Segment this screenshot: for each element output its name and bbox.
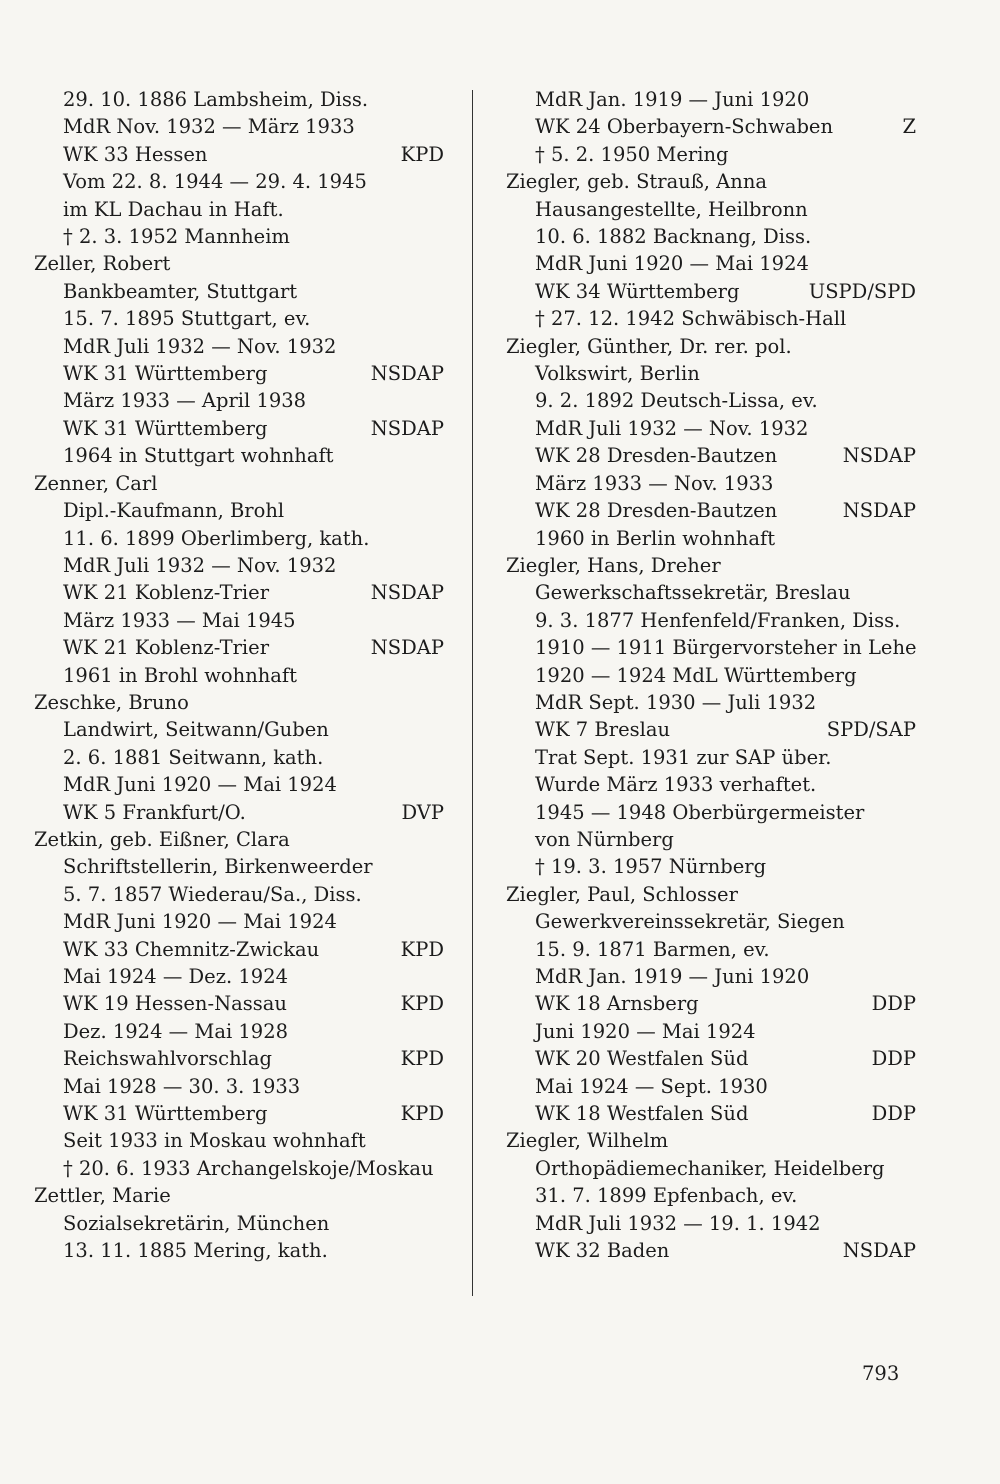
entry-line — [506, 990, 916, 1017]
entry-line — [506, 607, 916, 634]
entry-line — [506, 799, 916, 826]
entry-line-text: WK 18 Arnsberg — [535, 992, 699, 1016]
biography-entry — [34, 470, 444, 689]
party-label: KPD — [400, 1102, 444, 1126]
party-label: NSDAP — [370, 416, 444, 440]
entry-line — [506, 936, 916, 963]
party-label: KPD — [400, 142, 444, 166]
entry-line-text: MdR Sept. 1930 — Juli 1932 — [535, 690, 817, 714]
entry-line-text: MdR Nov. 1932 — März 1933 — [63, 115, 355, 139]
entry-line — [506, 716, 916, 743]
party-label: USPD/SPD — [808, 279, 916, 303]
entry-line — [34, 360, 444, 387]
entry-line — [34, 963, 444, 990]
entry-line — [34, 525, 444, 552]
entry-line — [34, 662, 444, 689]
entry-line-text: 2. 6. 1881 Seitwann, kath. — [63, 745, 324, 769]
entry-line-text: Juni 1920 — Mai 1924 — [535, 1019, 756, 1043]
left-column — [34, 86, 444, 1264]
entry-line — [506, 387, 916, 414]
entry-line-text: WK 24 Oberbayern-Schwaben — [535, 115, 834, 139]
entry-line — [34, 799, 444, 826]
biography-entry — [506, 1127, 916, 1264]
entry-line-text: 1910 — 1911 Bürgervorsteher in Lehe — [535, 636, 917, 660]
entry-line-text: 9. 2. 1892 Deutsch-Lissa, ev. — [535, 389, 818, 413]
entry-line-text: Orthopädiemechaniker, Heidelberg — [535, 1156, 885, 1180]
entry-line — [34, 278, 444, 305]
entry-line — [34, 168, 444, 195]
entry-line — [34, 634, 444, 661]
entry-line-text: 15. 9. 1871 Barmen, ev. — [535, 937, 770, 961]
entry-line-text: Reichswahlvorschlag — [63, 1047, 272, 1071]
entry-line-text: MdR Jan. 1919 — Juni 1920 — [535, 88, 810, 111]
entry-line-text: WK 28 Dresden-Bautzen — [535, 499, 778, 523]
entry-line-text: WK 31 Württemberg — [63, 362, 268, 386]
entry-line-text: MdR Juni 1920 — Mai 1924 — [63, 773, 337, 797]
entry-line-text: 9. 3. 1877 Henfenfeld/Franken, Diss. — [535, 608, 901, 632]
entry-line — [34, 196, 444, 223]
entry-name: Zetkin, geb. Eißner, Clara — [34, 827, 290, 851]
entry-line-text: 5. 7. 1857 Wiederau/Sa., Diss. — [63, 882, 362, 906]
entry-line — [34, 552, 444, 579]
entry-line-text: Gewerkschaftssekretär, Breslau — [535, 581, 851, 605]
entry-line-text: 31. 7. 1899 Epfenbach, ev. — [535, 1184, 798, 1208]
party-label: NSDAP — [370, 636, 444, 660]
entry-line-text: WK 34 Württemberg — [535, 279, 740, 303]
entry-line — [506, 853, 916, 880]
entry-line — [506, 113, 916, 140]
entry-line-text: März 1933 — Mai 1945 — [63, 608, 296, 632]
entry-line-text: WK 21 Koblenz-Trier — [63, 581, 270, 605]
party-label: NSDAP — [842, 499, 916, 523]
entry-line — [506, 689, 916, 716]
entry-line — [34, 1237, 444, 1264]
party-label: Z — [902, 115, 916, 139]
party-label: DDP — [871, 1047, 916, 1071]
entry-line — [506, 579, 916, 606]
entry-line — [506, 744, 916, 771]
entry-line — [34, 415, 444, 442]
entry-line — [34, 607, 444, 634]
entry-line — [34, 86, 444, 113]
party-label: KPD — [400, 992, 444, 1016]
entry-line-text: MdR Juni 1920 — Mai 1924 — [535, 252, 809, 276]
entry-line-text: MdR Juli 1932 — Nov. 1932 — [535, 416, 809, 440]
entry-line — [506, 1237, 916, 1264]
entry-line — [506, 963, 916, 990]
entry-line — [34, 497, 444, 524]
entry-line — [506, 415, 916, 442]
party-label: SPD/SAP — [826, 718, 916, 742]
right-column — [506, 86, 916, 1264]
party-label: NSDAP — [370, 581, 444, 605]
party-label: KPD — [400, 1047, 444, 1071]
entry-line — [34, 1100, 444, 1127]
entry-line — [34, 387, 444, 414]
biography-entry — [506, 552, 916, 881]
entry-line-text: WK 20 Westfalen Süd — [535, 1047, 749, 1071]
entry-line — [506, 470, 916, 497]
entry-line — [506, 634, 916, 661]
party-label: DVP — [401, 800, 444, 824]
entry-line — [34, 853, 444, 880]
entry-line-text: Gewerkvereinssekretär, Siegen — [535, 910, 845, 934]
entry-line-text: 15. 7. 1895 Stuttgart, ev. — [63, 307, 311, 331]
page-number: 793 — [862, 1362, 900, 1385]
entry-name: Zenner, Carl — [34, 471, 158, 495]
entry-line — [34, 744, 444, 771]
entry-line — [506, 1155, 916, 1182]
entry-line-text: 1961 in Brohl wohnhaft — [63, 663, 297, 687]
entry-line-text: WK 28 Dresden-Bautzen — [535, 444, 778, 468]
party-label: NSDAP — [370, 362, 444, 386]
entry-name: Zettler, Marie — [34, 1184, 171, 1208]
entry-line-text: MdR Juli 1932 — 19. 1. 1942 — [535, 1211, 821, 1235]
entry-name: Zeschke, Bruno — [34, 690, 189, 714]
entry-line — [34, 305, 444, 332]
entry-line — [34, 936, 444, 963]
entry-line — [34, 908, 444, 935]
entry-line-text: 1960 in Berlin wohnhaft — [535, 526, 776, 550]
entry-line-text: WK 7 Breslau — [535, 718, 671, 742]
entry-line — [34, 716, 444, 743]
entry-line-text: Dez. 1924 — Mai 1928 — [63, 1019, 289, 1043]
entry-line-text: Mai 1924 — Sept. 1930 — [535, 1074, 768, 1098]
entry-line-text: Sozialsekretärin, München — [63, 1211, 330, 1235]
biography-entry — [34, 86, 444, 250]
entry-line — [506, 86, 916, 113]
entry-line-text: 11. 6. 1899 Oberlimberg, kath. — [63, 526, 370, 550]
entry-line — [506, 223, 916, 250]
entry-line-text: Bankbeamter, Stuttgart — [63, 279, 298, 303]
entry-line — [506, 360, 916, 387]
entry-line — [506, 662, 916, 689]
entry-line — [506, 141, 916, 168]
entry-line — [506, 278, 916, 305]
entry-line — [34, 579, 444, 606]
entry-line-text: MdR Juli 1932 — Nov. 1932 — [63, 553, 337, 577]
entry-line — [34, 990, 444, 1017]
biography-entry — [506, 168, 916, 332]
entry-line — [506, 771, 916, 798]
entry-line-text: Dipl.-Kaufmann, Brohl — [63, 499, 285, 523]
entry-line-text: MdR Juli 1932 — Nov. 1932 — [63, 334, 337, 358]
party-label: DDP — [871, 992, 916, 1016]
entry-line — [506, 1045, 916, 1072]
biography-entry — [506, 881, 916, 1128]
entry-line-text: Vom 22. 8. 1944 — 29. 4. 1945 — [63, 170, 367, 194]
entry-line-text: Hausangestellte, Heilbronn — [535, 197, 808, 221]
entry-line — [34, 1127, 444, 1154]
entry-line-text: WK 19 Hessen-Nassau — [63, 992, 287, 1016]
entry-line — [34, 1073, 444, 1100]
entry-line — [506, 1073, 916, 1100]
entry-line-text: † 5. 2. 1950 Mering — [535, 142, 729, 166]
biography-entry — [34, 250, 444, 469]
party-label: KPD — [400, 937, 444, 961]
entry-line-text: MdR Jan. 1919 — Juni 1920 — [535, 965, 810, 988]
entry-line-text: März 1933 — April 1938 — [63, 389, 307, 413]
entry-line — [34, 113, 444, 140]
entry-line-text: MdR Juni 1920 — Mai 1924 — [63, 910, 337, 934]
entry-name: Ziegler, Hans, Dreher — [506, 553, 721, 577]
party-label: NSDAP — [842, 1239, 916, 1263]
entry-line — [506, 305, 916, 332]
entry-line-text: Mai 1924 — Dez. 1924 — [63, 965, 289, 988]
entry-line — [506, 525, 916, 552]
entry-name: Ziegler, Paul, Schlosser — [506, 882, 738, 906]
entry-line — [506, 497, 916, 524]
entry-line-text: im KL Dachau in Haft. — [63, 197, 284, 221]
entry-line — [34, 223, 444, 250]
entry-line-text: Landwirt, Seitwann/Guben — [63, 718, 329, 742]
entry-line — [506, 1100, 916, 1127]
entry-line — [34, 881, 444, 908]
entry-name: Zeller, Robert — [34, 252, 171, 276]
entry-line-text: 29. 10. 1886 Lambsheim, Diss. — [63, 88, 369, 111]
party-label: NSDAP — [842, 444, 916, 468]
entry-line — [506, 196, 916, 223]
biography-entry — [34, 826, 444, 1182]
entry-line-text: WK 21 Koblenz-Trier — [63, 636, 270, 660]
entry-line — [506, 1018, 916, 1045]
entry-line-text: Seit 1933 in Moskau wohnhaft — [63, 1129, 366, 1153]
entry-line — [34, 442, 444, 469]
entry-line-text: † 20. 6. 1933 Archangelskoje/Moskau — [63, 1156, 434, 1180]
biography-entry — [34, 1182, 444, 1264]
column-divider — [472, 90, 473, 1296]
entry-line-text: 1920 — 1924 MdL Württemberg — [535, 663, 857, 687]
entry-line — [506, 1210, 916, 1237]
biography-entry — [506, 333, 916, 552]
entry-line-text: Schriftstellerin, Birkenweerder — [63, 855, 373, 879]
entry-name: Ziegler, Wilhelm — [506, 1129, 669, 1153]
entry-line — [34, 333, 444, 360]
entry-line — [506, 908, 916, 935]
entry-line — [506, 1182, 916, 1209]
entry-line-text: 13. 11. 1885 Mering, kath. — [63, 1239, 328, 1263]
entry-line — [34, 1018, 444, 1045]
entry-line-text: Mai 1928 — 30. 3. 1933 — [63, 1074, 301, 1098]
entry-line — [34, 1045, 444, 1072]
entry-line — [34, 1155, 444, 1182]
entry-line-text: WK 18 Westfalen Süd — [535, 1102, 749, 1126]
entry-name: Ziegler, geb. Strauß, Anna — [506, 170, 768, 194]
entry-line-text: Volkswirt, Berlin — [535, 362, 700, 386]
entry-line-text: WK 31 Württemberg — [63, 1102, 268, 1126]
entry-line — [34, 1210, 444, 1237]
party-label: DDP — [871, 1102, 916, 1126]
entry-line-text: † 27. 12. 1942 Schwäbisch-Hall — [535, 307, 847, 331]
entry-line-text: WK 33 Chemnitz-Zwickau — [63, 937, 320, 961]
entry-line-text: 10. 6. 1882 Backnang, Diss. — [535, 225, 812, 249]
entry-line-text: WK 33 Hessen — [63, 142, 208, 166]
entry-line-text: von Nürnberg — [535, 827, 674, 851]
entry-line — [506, 250, 916, 277]
entry-line-text: † 19. 3. 1957 Nürnberg — [535, 855, 767, 879]
biography-entry — [34, 689, 444, 826]
entry-line-text: März 1933 — Nov. 1933 — [535, 471, 774, 495]
entry-line-text: † 2. 3. 1952 Mannheim — [63, 225, 290, 249]
entry-line — [34, 141, 444, 168]
biography-entry — [506, 86, 916, 168]
entry-line-text: WK 32 Baden — [535, 1239, 670, 1263]
entry-line — [34, 771, 444, 798]
entry-line-text: 1945 — 1948 Oberbürgermeister — [535, 800, 865, 824]
entry-line — [506, 442, 916, 469]
entry-line — [506, 826, 916, 853]
entry-line-text: WK 31 Württemberg — [63, 416, 268, 440]
entry-line-text: Wurde März 1933 verhaftet. — [535, 773, 817, 797]
entry-name: Ziegler, Günther, Dr. rer. pol. — [506, 334, 792, 358]
entry-line-text: 1964 in Stuttgart wohnhaft — [63, 444, 334, 468]
entry-line-text: WK 5 Frankfurt/O. — [63, 800, 246, 824]
entry-line-text: Trat Sept. 1931 zur SAP über. — [535, 745, 832, 769]
